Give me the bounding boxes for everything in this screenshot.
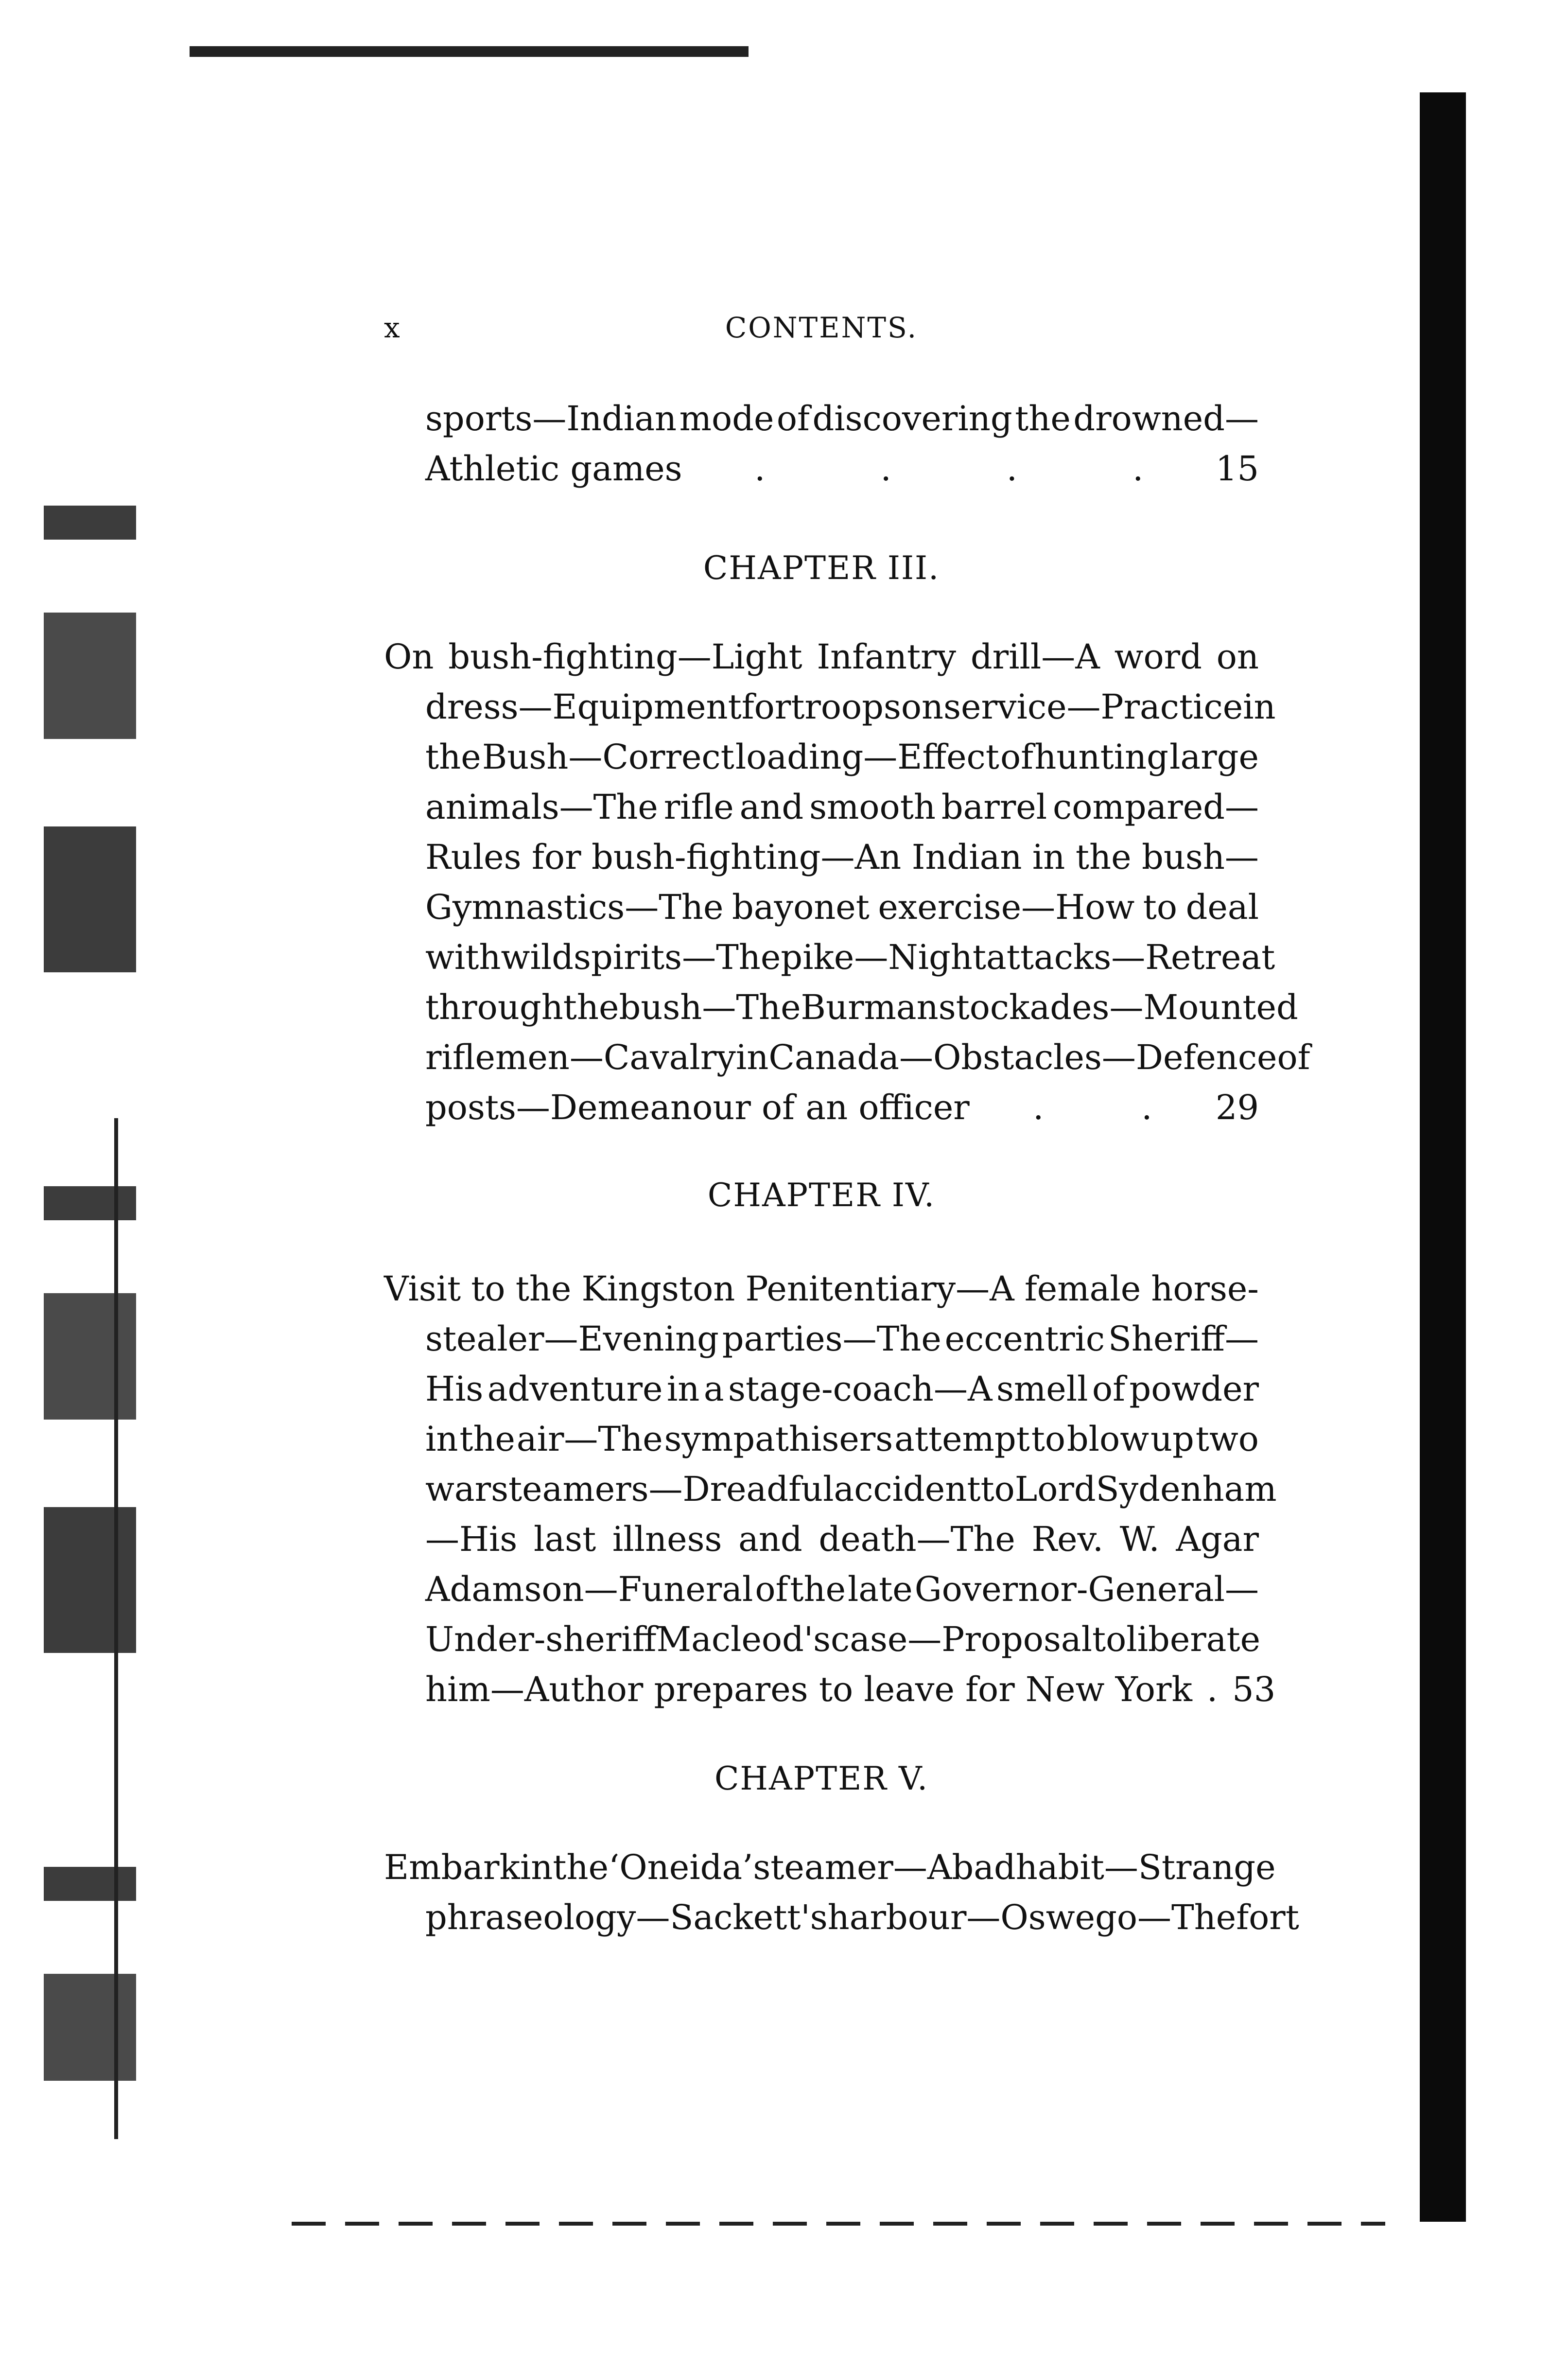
scan-binding-line [114, 1118, 118, 2139]
entry-line [384, 632, 1259, 682]
entry-text: with wild spirits—The pike—Night attacks—Retreat [425, 937, 1275, 977]
entry-line [384, 732, 1259, 782]
dot-leaders: . . [1033, 1088, 1152, 1127]
entry-text: dress—Equipment for troops on service—Practice in [425, 687, 1276, 727]
entry-line [384, 1033, 1310, 1083]
contents-page [384, 311, 1310, 2207]
entry-text: phraseology—Sackett's harbour—Oswego—The fort [425, 1897, 1299, 1937]
entry-text: through the bush—The Burman stockades—Mounted [425, 987, 1298, 1027]
entry-text: Adamson—Funeral of the late Governor-General— [425, 1569, 1259, 1609]
entry-line [384, 1564, 1259, 1615]
dot-leaders: . [1206, 1669, 1218, 1709]
entry-line [384, 1364, 1259, 1414]
running-head: CONTENTS. [725, 311, 918, 344]
entry-text: riflemen—Cavalry in Canada—Obstacles—Defence of [425, 1037, 1310, 1077]
entry-line [384, 394, 1259, 444]
chapter-heading: CHAPTER IV. [707, 1176, 936, 1214]
entry-text: in the air—The sympathisers attempt to blow up two [425, 1419, 1259, 1459]
entry-text: Under-sheriff Macleod's case—Proposal to liberate [425, 1619, 1261, 1659]
entry-line [384, 1843, 1276, 1893]
entry-line [384, 932, 1275, 983]
entry-text: Gymnastics—The bayonet exercise—How to deal [425, 887, 1259, 927]
entry-line [384, 1264, 1259, 1314]
entry-line [384, 1314, 1259, 1364]
entry-line [384, 983, 1298, 1033]
entry-page-number: 53 [1232, 1669, 1276, 1709]
page-header [384, 311, 1259, 355]
entry-line [384, 782, 1259, 832]
entry-line [384, 1464, 1277, 1514]
contents-entry [384, 1264, 1277, 1715]
entry-text: Athletic games [425, 449, 682, 489]
entry-text: Visit to the Kingston Penitentiary—A female horse- [384, 1269, 1259, 1309]
entry-text: war steamers—Dreadful accident to Lord Sydenham [425, 1469, 1277, 1509]
entry-text: His adventure in a stage-coach—A smell of powder [425, 1369, 1259, 1409]
entry-line [384, 1414, 1259, 1464]
entry-text: stealer—Evening parties—The eccentric Sheriff— [425, 1319, 1259, 1359]
entry-line [384, 444, 1259, 494]
scan-edge-bottom [292, 2222, 1385, 2226]
entry-text: —His last illness and death—The Rev. W. Agar [425, 1519, 1259, 1559]
entry-line [384, 1083, 1259, 1133]
entry-text: sports—Indian mode of discovering the drowned— [425, 399, 1259, 439]
chapter-heading: CHAPTER V. [714, 1760, 929, 1797]
dot-leaders: . . . . [754, 449, 1144, 489]
entry-line [384, 1514, 1259, 1564]
entry-line [384, 1665, 1276, 1715]
entry-text: the Bush—Correct loading—Effect of hunting large [425, 737, 1259, 777]
entry-line [384, 832, 1259, 882]
scan-edge-top [190, 46, 749, 57]
entry-text: Embark in the ‘ Oneida’ steamer—A bad habit—Strange [384, 1847, 1276, 1887]
entry-page-number: 15 [1215, 449, 1259, 489]
entry-text: animals—The rifle and smooth barrel compared— [425, 787, 1259, 827]
contents-entry [384, 632, 1310, 1133]
entry-line [384, 1615, 1259, 1665]
entry-page-number: 29 [1215, 1088, 1259, 1127]
entry-line [384, 1893, 1299, 1943]
page-number: x [384, 311, 401, 344]
entry-text: Rules for bush-fighting—An Indian in the bush— [425, 837, 1259, 877]
entry-text: him—Author prepares to leave for New York [425, 1669, 1192, 1709]
entry-line [384, 882, 1259, 932]
scan-edge-right [1420, 92, 1466, 2222]
entry-line [384, 682, 1276, 732]
scan-binding-strip [44, 428, 136, 2081]
entry-text: posts—Demeanour of an officer [425, 1088, 970, 1127]
contents-entry [384, 394, 1259, 494]
chapter-heading: CHAPTER III. [703, 549, 940, 587]
entry-text: On bush-fighting—Light Infantry drill—A word on [384, 637, 1259, 677]
contents-entry [384, 1843, 1299, 1943]
